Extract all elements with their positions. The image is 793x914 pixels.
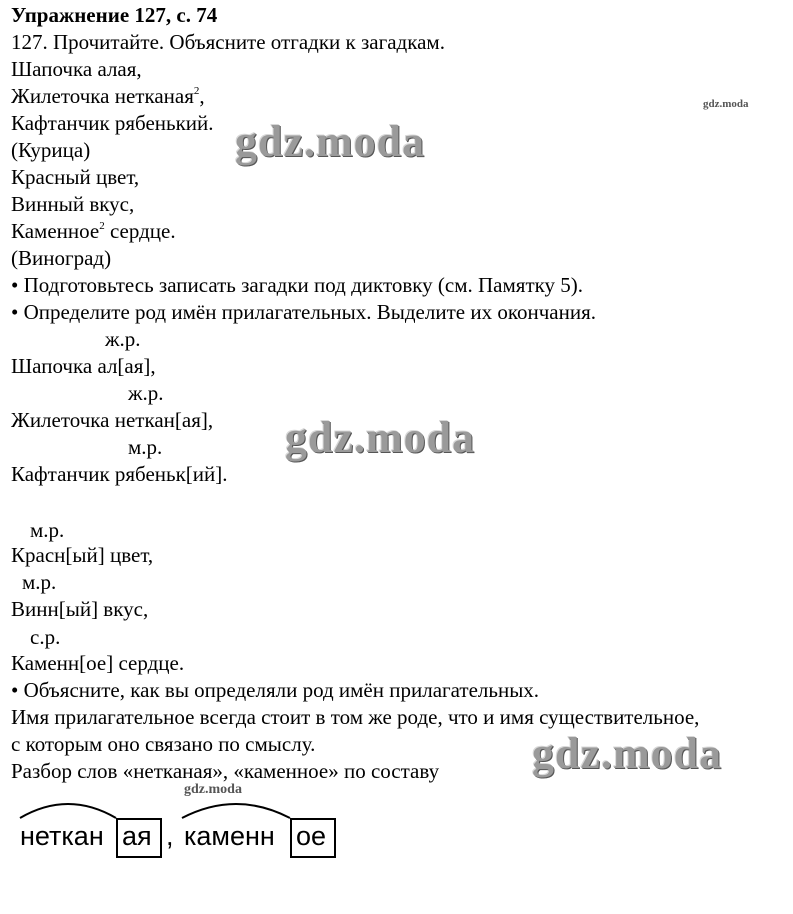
- task-bullet-1: • Подготовьтесь записать загадки под диктовку (см. Памятку 5).: [11, 273, 584, 297]
- word1-stem: неткан: [20, 821, 104, 851]
- riddle2-line1: Красный цвет,: [11, 165, 140, 189]
- watermark: gdz.moda: [285, 413, 476, 462]
- riddle2-line2: Винный вкус,: [11, 192, 135, 216]
- root-arc-1: [20, 804, 116, 818]
- gender-label: ж.р.: [128, 381, 164, 405]
- task-heading: 127. Прочитайте. Объясните отгадки к загадкам.: [11, 30, 445, 54]
- answer-line-4: Красн[ый] цвет,: [11, 543, 154, 567]
- rule-line-2: с которым оно связано по смыслу.: [11, 732, 316, 756]
- watermark: gdz.moda: [184, 782, 242, 797]
- watermark: gdz.moda: [703, 98, 749, 110]
- word2-ending: ое: [296, 821, 327, 851]
- watermark: gdz.moda: [532, 729, 723, 778]
- footnote-mark: 2: [99, 220, 105, 232]
- task-bullet-2: • Определите род имён прилагательных. Выделите их окончания.: [11, 300, 596, 324]
- riddle1-line3: Кафтанчик рябенький.: [11, 111, 214, 135]
- ending-box-1: [116, 818, 162, 858]
- parsing-heading: Разбор слов «нетканая», «каменное» по составу: [11, 759, 440, 783]
- gender-label: м.р.: [30, 518, 65, 542]
- answer-line-6: Каменн[ое] сердце.: [11, 651, 185, 675]
- gender-label: с.р.: [30, 625, 61, 649]
- watermark: gdz.moda: [235, 117, 426, 166]
- morpheme-diagram: [0, 790, 360, 870]
- ending-box-2: [290, 818, 336, 858]
- answer-line-2: Жилеточка неткан[ая],: [11, 408, 214, 432]
- riddle1-line2: [11, 83, 205, 109]
- word-separator: ,: [166, 821, 174, 851]
- riddle1-line2-comma: ,: [199, 84, 205, 108]
- riddle2-answer: (Виноград): [11, 246, 112, 270]
- word1-ending: ая: [122, 821, 152, 851]
- gender-label: м.р.: [128, 435, 163, 459]
- riddle1-answer: (Курица): [11, 138, 91, 162]
- exercise-title: Упражнение 127, с. 74: [11, 3, 218, 27]
- riddle2-line3: [11, 218, 176, 244]
- answer-line-1: Шапочка ал[ая],: [11, 354, 156, 378]
- footnote-mark: 2: [193, 85, 200, 97]
- answer-line-3: Кафтанчик рябеньк[ий].: [11, 462, 228, 486]
- task-bullet-3: • Объясните, как вы определяли род имён прилагательных.: [11, 678, 540, 702]
- gender-label: ж.р.: [105, 327, 141, 351]
- riddle2-line3-rest: сердце.: [104, 219, 176, 243]
- gender-label: м.р.: [22, 570, 57, 594]
- word2-stem: каменн: [184, 821, 275, 851]
- rule-line-1: Имя прилагательное всегда стоит в том же роде, что и имя существительное,: [11, 705, 700, 729]
- root-arc-2: [182, 804, 290, 818]
- riddle1-line1: Шапочка алая,: [11, 57, 142, 81]
- answer-line-5: Винн[ый] вкус,: [11, 597, 149, 621]
- riddle1-line2-text: Жилеточка нетканая: [11, 84, 194, 108]
- riddle2-line3-text: Каменное: [11, 219, 100, 243]
